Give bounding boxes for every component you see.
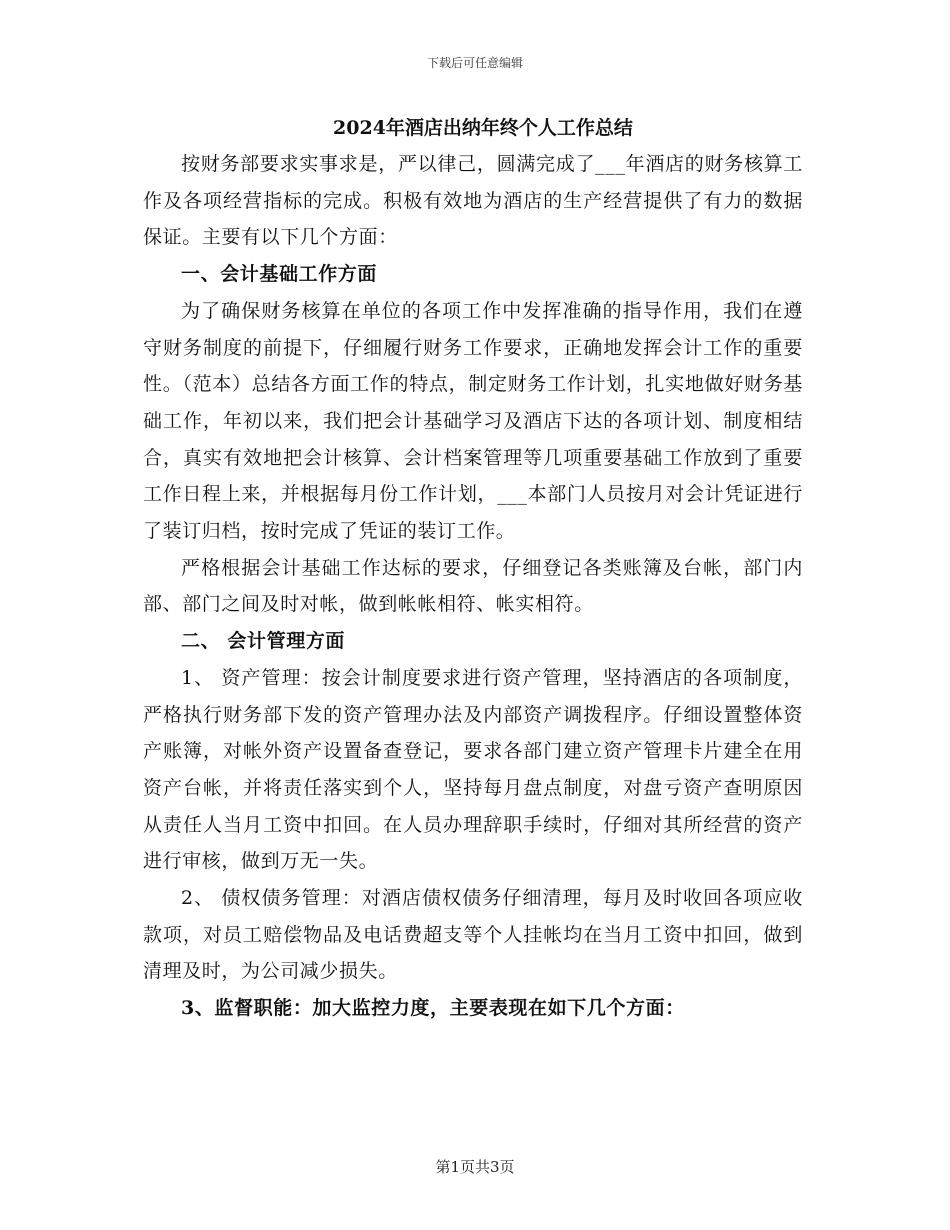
section-heading-1: 一、会计基础工作方面	[181, 263, 378, 286]
paragraph-asset-management: 1、 资产管理：按会计制度要求进行资产管理，坚持酒店的各项制度，严格执行财务部下发的资产管理办法及内部资产调拨程序。仔细设置整体资产账簿，对帐外资产设置备查登记，要求各部门建立资产管理卡片建全在用资产台帐，并将责任落实到个人，坚持每月盘点制度，对盘亏资产查明原因从责任人当月工资中扣回。在人员办理辞职手续时，仔细对其所经营的资产进行审核，做到万无一失。	[143, 666, 803, 873]
paragraph-debt-management: 2、 债权债务管理：对酒店债权债务仔细清理，每月及时收回各项应收款项，对员工赔偿物品及电话费超支等个人挂帐均在当月工资中扣回，做到清理及时，为公司减少损失。	[143, 887, 803, 983]
section-heading-3: 3、监督职能：加大监控力度，主要表现在如下几个方面：	[181, 997, 685, 1020]
paragraph-accounting-basics: 为了确保财务核算在单位的各项工作中发挥准确的指导作用，我们在遵守财务制度的前提下，仔细履行财务工作要求，正确地发挥会计工作的重要性。（范本）总结各方面工作的特点，制定财务工作计划，扎实地做好财务基础工作，年初以来，我们把会计基础学习及酒店下达的各项计划、制度相结合，真实有效地把会计核算、会计档案管理等几项重要基础工作放到了重要工作日程上来，并根据每月份工作计划，___本部门人员按月对会计凭证进行了装订归档，按时完成了凭证的装订工作。	[143, 299, 803, 543]
page-number: 第1页共3页	[435, 1158, 515, 1176]
paragraph-intro: 按财务部要求实事求是，严以律己，圆满完成了___年酒店的财务核算工作及各项经营指标的完成。积极有效地为酒店的生产经营提供了有力的数据保证。主要有以下几个方面：	[143, 153, 803, 249]
document-title: 2024年酒店出纳年终个人工作总结	[333, 117, 633, 139]
header-note: 下载后可任意编辑	[426, 56, 523, 70]
document-body	[143, 110, 803, 1027]
section-heading-2: 二、 会计管理方面	[181, 630, 346, 653]
paragraph-ledger-registration: 严格根据会计基础工作达标的要求，仔细登记各类账簿及台帐，部门内部、部门之间及时对帐，做到帐帐相符、帐实相符。	[143, 556, 803, 616]
